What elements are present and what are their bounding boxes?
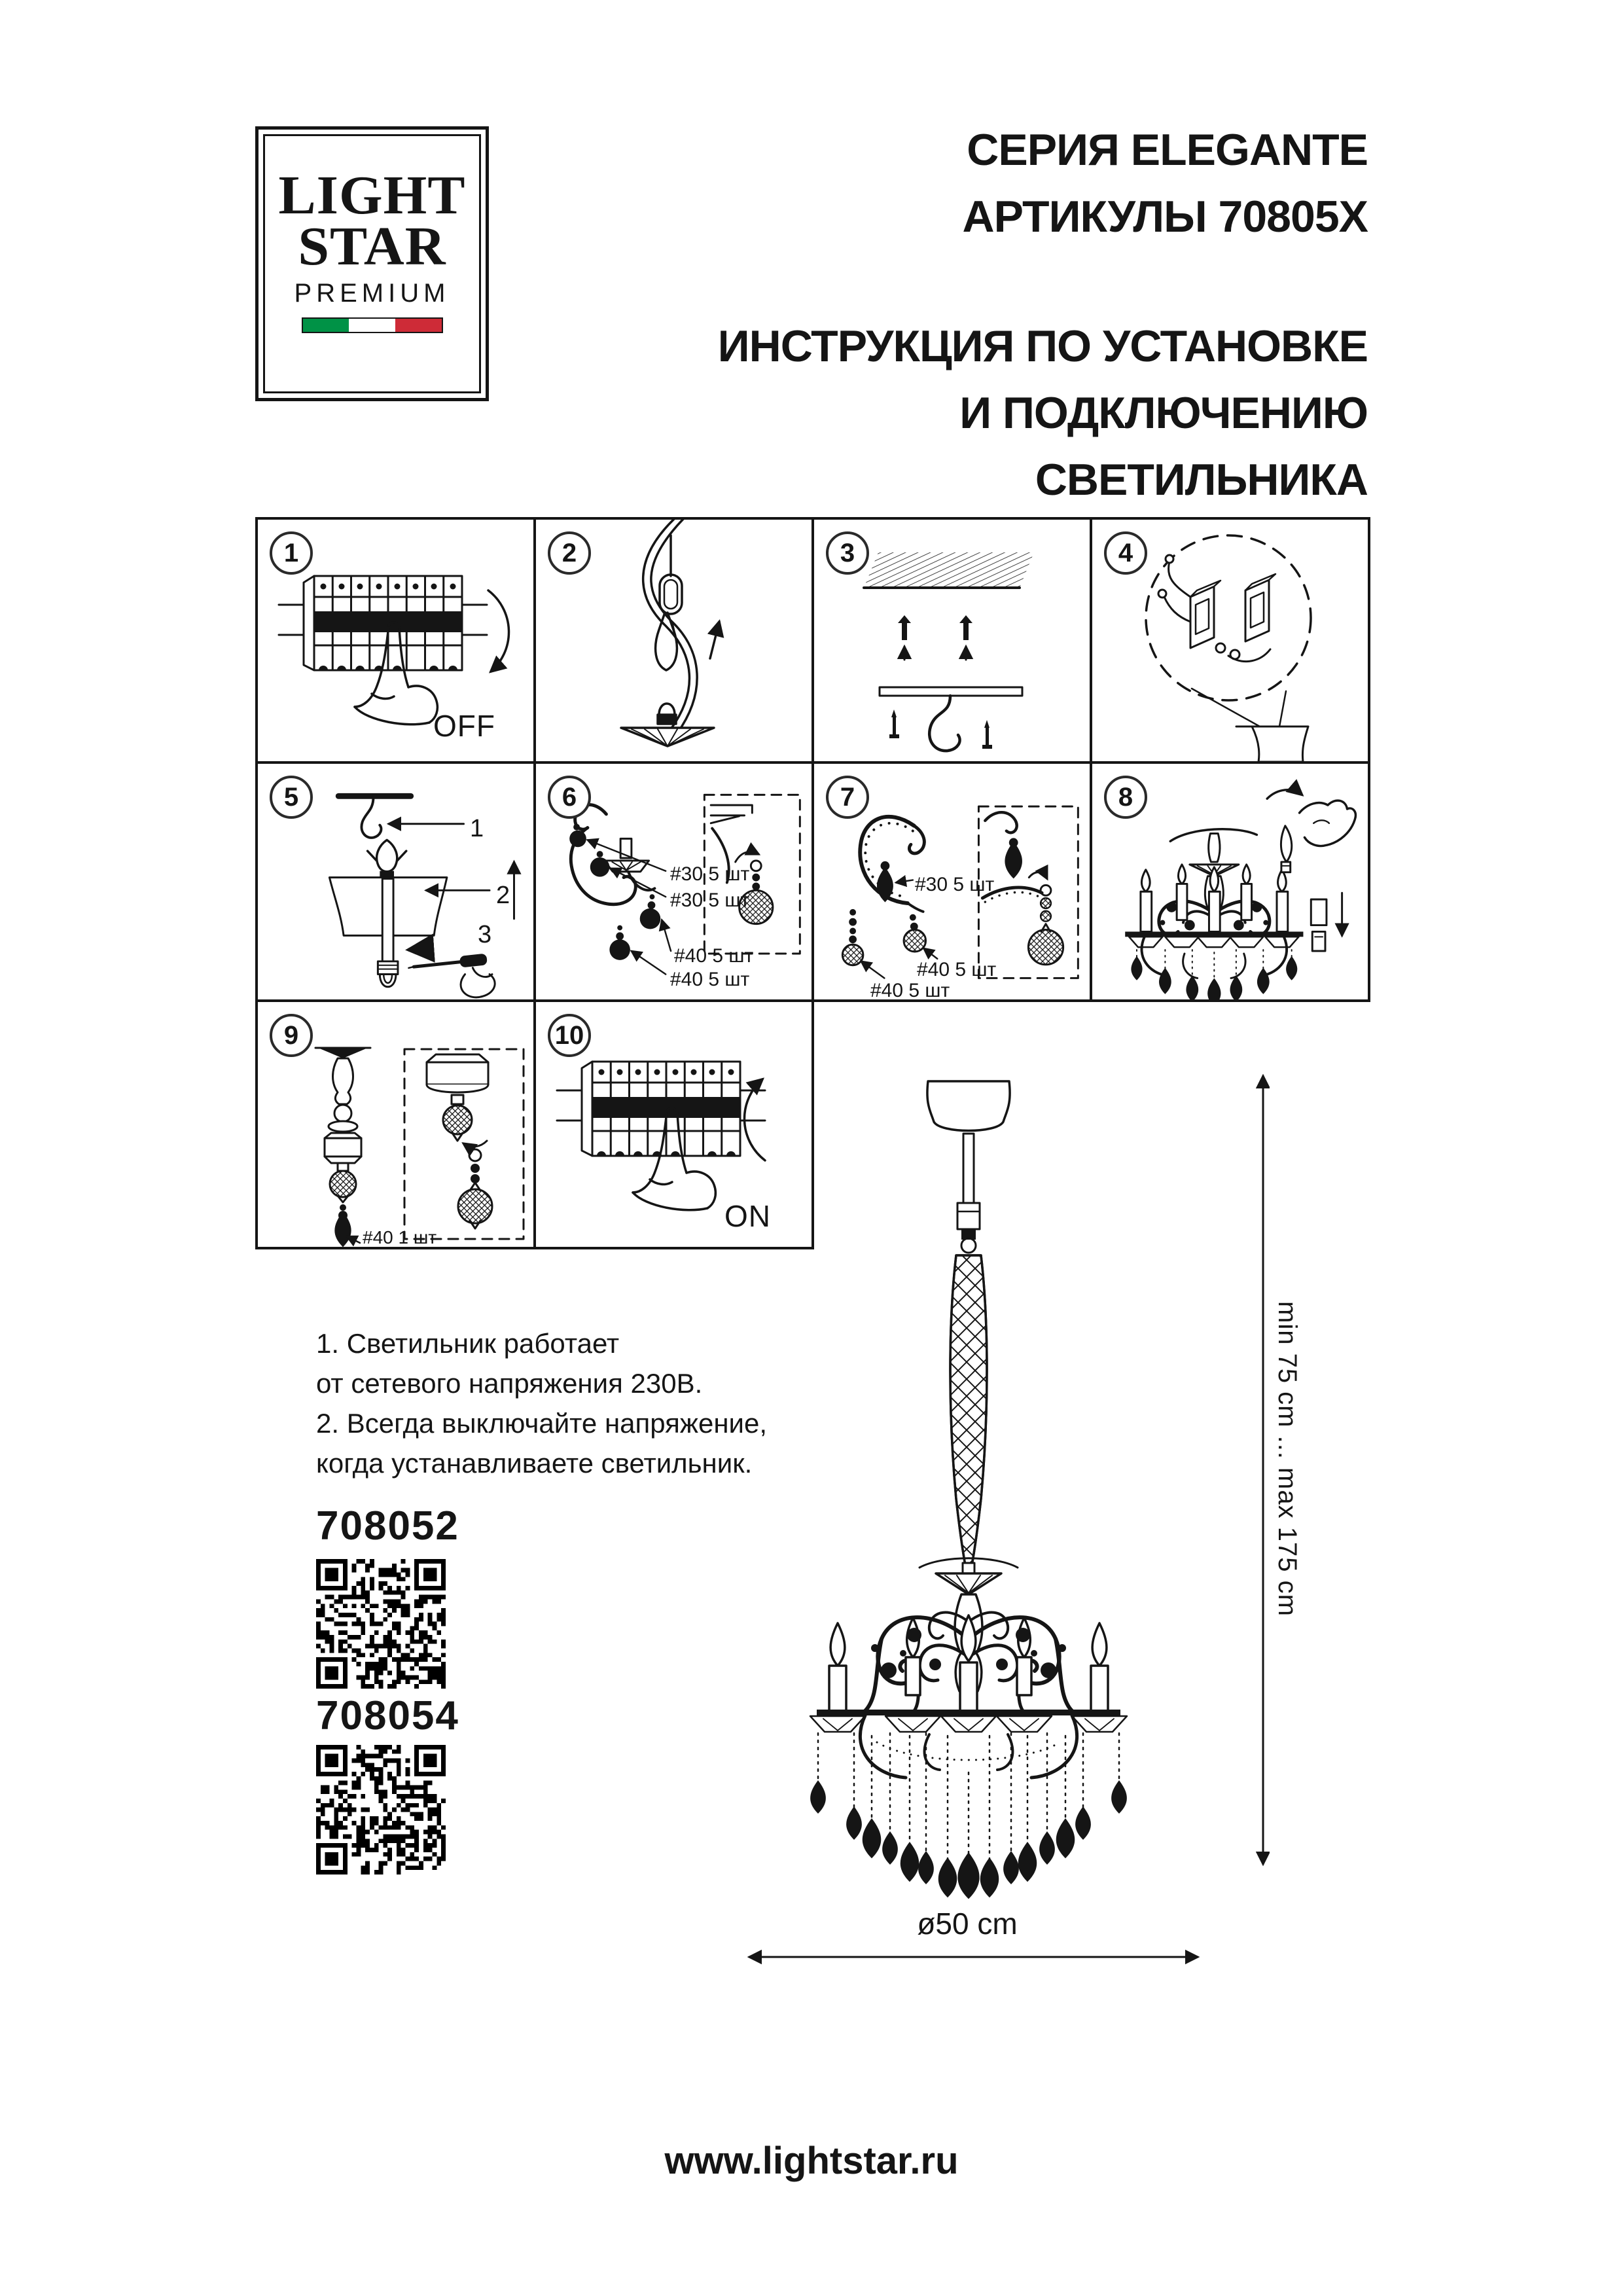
- italian-flag-icon: [302, 317, 443, 333]
- breaker-off-label: OFF: [433, 709, 495, 743]
- lightstar-logo: [255, 126, 489, 401]
- logo-word-premium: PREMIUM: [294, 279, 450, 308]
- height-dimension-label: min 75 cm ... max 175 cm: [1273, 1301, 1302, 1617]
- note-line: от сетевого напряжения 230В.: [316, 1368, 703, 1399]
- step-number-badge: 6: [548, 776, 591, 819]
- logo-word-star: STAR: [298, 216, 446, 277]
- step-number-badge: 2: [548, 531, 591, 575]
- step-panel-5: [255, 761, 536, 1002]
- callout-number: 2: [496, 882, 510, 909]
- step-panel-8: [1090, 761, 1370, 1002]
- step-number-badge: 5: [270, 776, 313, 819]
- callout-number: 1: [470, 815, 484, 842]
- step-number-badge: 7: [826, 776, 869, 819]
- step-panel-1: [255, 517, 536, 764]
- callout-number: 3: [478, 921, 492, 948]
- breaker-on-label: ON: [724, 1199, 771, 1233]
- safety-notes: [316, 1323, 767, 1483]
- articles-title: АРТИКУЛЫ 70805X: [962, 192, 1368, 242]
- qr-code-708054: [316, 1745, 446, 1874]
- step-panel-6: [533, 761, 814, 1002]
- note-line: 1. Светильник работает: [316, 1328, 620, 1359]
- qr-code-708052: [316, 1559, 446, 1689]
- step-number-badge: 1: [270, 531, 313, 575]
- chandelier-dimension-drawing: [720, 1047, 1270, 1977]
- crystal-count-label: #30 5 шт: [915, 874, 995, 895]
- instruction-title-line2: И ПОДКЛЮЧЕНИЮ СВЕТИЛЬНИКА: [959, 388, 1368, 505]
- crystal-count-label: #40 5 шт: [674, 945, 754, 967]
- step-panel-9: [255, 999, 536, 1249]
- step-number-badge: 4: [1104, 531, 1147, 575]
- crystal-count-label: #30 5 шт: [670, 889, 750, 911]
- website-url: www.lightstar.ru: [664, 2140, 959, 2182]
- note-line: 2. Всегда выключайте напряжение,: [316, 1408, 768, 1439]
- instruction-title: [654, 313, 1368, 513]
- step-panel-7: [812, 761, 1092, 1002]
- article-code-708054: 708054: [316, 1693, 459, 1738]
- step-number-badge: 8: [1104, 776, 1147, 819]
- title-block: [654, 117, 1368, 250]
- step-number-badge: 10: [548, 1014, 591, 1057]
- series-title: СЕРИЯ ELEGANTE: [967, 125, 1368, 175]
- step-number-badge: 3: [826, 531, 869, 575]
- crystal-count-label: #40 1 шт: [363, 1227, 437, 1247]
- logo-inner-frame: [263, 134, 481, 393]
- instruction-title-line1: ИНСТРУКЦИЯ ПО УСТАНОВКЕ: [717, 321, 1368, 371]
- step-panel-3: [812, 517, 1092, 764]
- step-panel-2: [533, 517, 814, 764]
- crystal-count-label: #40 5 шт: [670, 969, 750, 990]
- diameter-dimension-label: ø50 cm: [917, 1907, 1018, 1941]
- logo-word-light: LIGHT: [278, 165, 466, 226]
- step-number-badge: 9: [270, 1014, 313, 1057]
- article-code-708052: 708052: [316, 1503, 459, 1549]
- step-panel-4: [1090, 517, 1370, 764]
- note-line: когда устанавливаете светильник.: [316, 1448, 753, 1479]
- crystal-count-label: #40 5 шт: [870, 980, 950, 1001]
- crystal-count-label: #40 5 шт: [917, 959, 997, 980]
- crystal-count-label: #30 5 шт: [670, 863, 750, 885]
